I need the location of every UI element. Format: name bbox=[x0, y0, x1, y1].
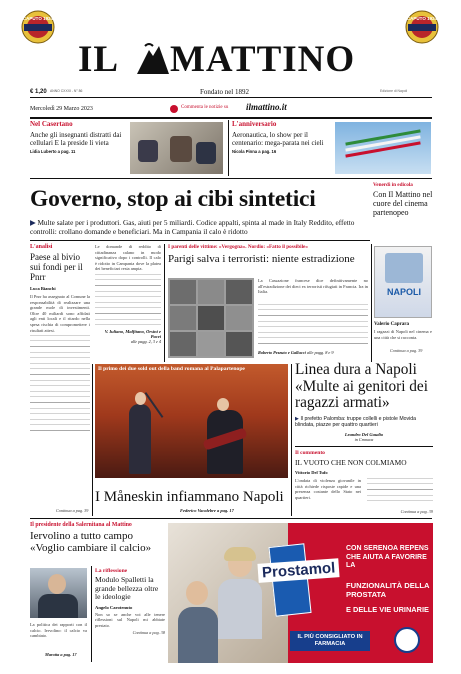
teaser-headline: Aeronautica, lo show per il centenario: mega-parata nei cieli bbox=[232, 131, 324, 147]
analysis-author: Luca Bianchi bbox=[30, 286, 56, 291]
linea-pages: in Cronaca bbox=[354, 436, 374, 442]
napoli-author: Valerio Caprara bbox=[374, 322, 409, 327]
web-cta-wrap[interactable] bbox=[150, 104, 320, 114]
napoli-poster bbox=[374, 246, 432, 318]
maneskin-photo[interactable] bbox=[95, 364, 288, 478]
analysis-body: Il Pnrr ha assegnato al Comune la responsabilità di realizzare una grande mole di investimenti. Oltre 40 miliardi sono affidati agli enti locali e il ritardo nella spesa rischia di compromettere i risultati attesi. bbox=[30, 294, 90, 333]
teaser-kicker: L'anniversario bbox=[232, 120, 277, 128]
teaser-photo-classroom bbox=[130, 122, 223, 174]
teaser-byline: Lidia Luberto a pag. 11 bbox=[30, 149, 76, 154]
date: Mercoledì 29 Marzo 2023 bbox=[30, 106, 93, 112]
analysis-continue[interactable]: Continua a pag. 39 bbox=[56, 508, 89, 513]
riflessione-author: Angelo Carotenuto bbox=[95, 604, 133, 610]
linea-byline: Leandro Del Gaudio bbox=[344, 431, 384, 437]
victims-kicker: I parenti delle vittime: «Vergogna». Nordio: «Fatto il possibile» bbox=[168, 244, 308, 250]
col2-body: Le domande di reddito di cittadinanza calano in modo significativo dopo i controlli. Il calo è ridotto in Campania dove la platea dei beneficiari resta ampia. bbox=[95, 244, 161, 272]
victims-headline: Parigi salva i terroristi: niente estradizione bbox=[168, 253, 355, 265]
victims[interactable] bbox=[168, 244, 368, 362]
info-badge-icon bbox=[170, 105, 178, 113]
analysis[interactable] bbox=[30, 244, 90, 444]
maneskin-byline: Federico Vacalebre a pag. 17 bbox=[180, 508, 234, 513]
salernitana[interactable] bbox=[30, 522, 165, 562]
sidebar-kicker: Venerdì in edicola bbox=[373, 182, 413, 188]
prostamol-ad[interactable] bbox=[168, 523, 433, 663]
price: € 1,20 bbox=[30, 89, 47, 95]
napoli-continue[interactable]: Continua a pag. 39 bbox=[390, 348, 423, 353]
masthead-title bbox=[78, 38, 383, 88]
portraits-photo bbox=[168, 278, 254, 358]
title-il: IL bbox=[78, 39, 120, 80]
commento-body: L'ondata di violenza giovanile in città richiede risposte rapide e una presenza costante dello Stato nei quartieri. bbox=[295, 478, 361, 500]
vesuvius-rooster-icon bbox=[133, 42, 173, 78]
article-col2 bbox=[95, 244, 161, 354]
victims-pages: alle pagg. 8 e 9 bbox=[306, 350, 334, 355]
teaser-2[interactable] bbox=[232, 120, 432, 176]
analysis-headline: Paese al bivio sui fondi per il Pnrr bbox=[30, 252, 83, 282]
linea-headline: Linea dura a Napoli «Multe ai genitori dei ragazzi armati» bbox=[295, 361, 428, 411]
ad-highlight: FUNZIONALITÀ DELLA PROSTATA bbox=[346, 581, 430, 599]
linea-deck bbox=[295, 416, 433, 429]
web-cta: Commenta le notizie su bbox=[181, 105, 229, 110]
victims-byline bbox=[258, 350, 368, 355]
teaser-1[interactable] bbox=[30, 120, 224, 176]
founded: Fondato nel 1892 bbox=[200, 88, 249, 96]
price-note: ANNO CXXXI - N° 86 bbox=[50, 89, 83, 93]
teaser-headline: Anche gli insegnanti distratti dai cellulari E la preside li vieta bbox=[30, 131, 122, 147]
teaser-kicker: Nel Casertano bbox=[30, 120, 73, 128]
ad-photo-couple bbox=[168, 523, 288, 663]
commento-headline: IL VUOTO CHE NON COLMIAMO bbox=[295, 458, 407, 467]
salernitana-headline: Iervolino a tutto campo «Voglio cambiare il calcio» bbox=[30, 530, 152, 554]
riflessione-body: Non so se anche voi alle tenere riflessioni sul Napoli mi abbiate prestato. bbox=[95, 611, 165, 628]
teaser-byline: Nicola Pinna a pag. 16 bbox=[232, 149, 277, 154]
riflessione-kicker: La riflessione bbox=[95, 568, 128, 574]
logo-left-label: CAPUTO 1924 bbox=[22, 16, 54, 21]
col2-byline: V. Iuliano, Malfitano, Orsini e Pacei bbox=[104, 328, 161, 339]
napoli-label: NAPOLI bbox=[386, 287, 421, 297]
riflessione-headline: Modulo Spalletti la grande bellezza oltre le ideologie bbox=[95, 575, 159, 601]
photo-caption: Il primo dei due sold out della band romana al Palapartenope bbox=[98, 366, 245, 372]
commento-kicker: Il commento bbox=[295, 450, 325, 456]
bullet-icon: ▶ bbox=[30, 218, 38, 227]
ad-line1: CON SERENOA REPENS CHE AIUTA A FAVORIRE LA bbox=[346, 545, 429, 570]
salernitana-byline: Marotta a pag. 17 bbox=[45, 652, 77, 657]
sidebar-cinema[interactable] bbox=[373, 182, 433, 242]
teaser-photo-jets bbox=[335, 122, 431, 174]
analysis-kicker: L'analisi bbox=[30, 244, 53, 250]
riflessione[interactable] bbox=[95, 568, 165, 664]
commento[interactable] bbox=[295, 450, 433, 516]
ad-footer: IL PIÙ CONSIGLIATO IN FARMACIA bbox=[290, 631, 370, 651]
edition: Edizione di Napoli bbox=[380, 89, 408, 93]
riflessione-continue[interactable]: Continua a pag. 38 bbox=[132, 630, 165, 636]
victims-body: La Cassazione francese dice definitivamente no all'estradizione dei dieci ex terroristi rifugiati in Francia. Ira in Italia. bbox=[258, 278, 368, 295]
ad-seal-icon bbox=[394, 627, 420, 653]
salernitana-kicker: Il presidente della Salernitana al Mattino bbox=[30, 522, 132, 528]
main-deck-text: Multe salate per i produttori. Gas, aiuti per 5 miliardi. Codice appalti, spinta al made in Italy Reddito, effetto controlli: crollano domande e beneficiari. Ma in Campania il calo è ridotto bbox=[30, 218, 355, 237]
salernitana-photo bbox=[30, 568, 87, 618]
salernitana-body: La politica dei rapporti con il calcio. Iervolino: il calcio va cambiato. bbox=[30, 622, 87, 639]
maneskin-headline[interactable]: I Måneskin infiammano Napoli bbox=[95, 489, 284, 505]
logo-right-label: CAPUTO 1924 bbox=[406, 16, 438, 21]
col2-pages: alle pagg. 2, 3 e 4 bbox=[130, 338, 161, 344]
commento-author: Vittorio Del Tufo bbox=[295, 470, 328, 475]
ad-line2: E DELLE VIE URINARIE bbox=[346, 605, 429, 614]
ad-brand: Prostamol bbox=[257, 558, 339, 583]
victims-byline-names: Roberto Pezzuto e Gallucci bbox=[258, 350, 306, 355]
website[interactable]: ilmattino.it bbox=[246, 102, 287, 112]
main-deck bbox=[30, 218, 370, 237]
linea-deck-text: Il prefetto Palomba: truppe collelli e pistole Movida blindata, piazze per quattro quartieri bbox=[295, 415, 417, 429]
commento-continue[interactable]: Continua a pag. 39 bbox=[400, 509, 433, 514]
main-headline[interactable]: Governo, stop ai cibi sintetici bbox=[30, 186, 316, 212]
sidebar-text: Con Il Mattino nel cuore del cinema partenopeo bbox=[373, 190, 433, 217]
napoli-text: I ragazzi di Napoli nel cinema e una città che si racconta. bbox=[374, 329, 432, 340]
linea-dura[interactable] bbox=[295, 362, 433, 442]
bullet-icon: ▶ bbox=[295, 415, 301, 422]
title-mattino: MATTINO bbox=[170, 39, 356, 80]
